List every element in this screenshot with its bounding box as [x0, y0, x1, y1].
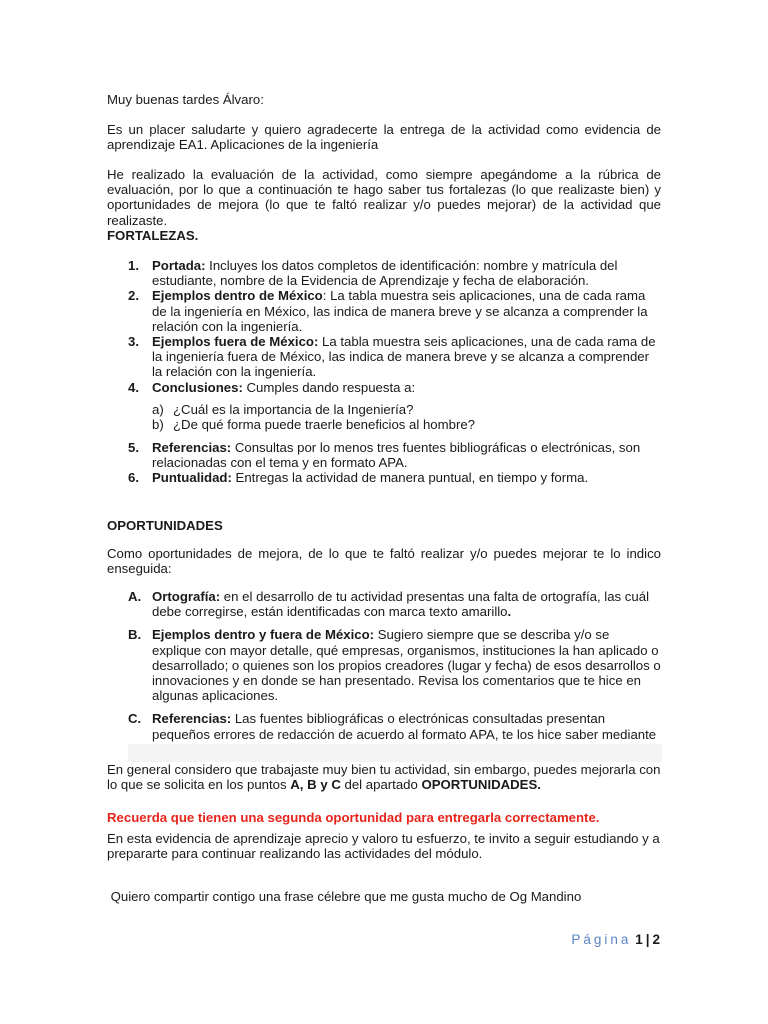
fortaleza-item [107, 288, 661, 334]
fortaleza-item [107, 440, 661, 470]
fortaleza-item [107, 470, 661, 485]
page-word: Página [571, 932, 632, 947]
sub-text: ¿Cuál es la importancia de la Ingeniería? [173, 402, 414, 417]
item-label: Puntualidad: [152, 470, 232, 486]
oportunidad-item [107, 589, 661, 619]
item-text: Sugiero siempre que se describa y/o se explique con mayor detalle, qué empresas, organismos, instituciones la han aplicado o desarrollado; o quienes son los propios creadores (lugar y fecha) de esos desarrollos o innovaciones y en donde se han presentado. Revisa los comentarios que te hice en algunas aplicaciones. [152, 627, 661, 704]
page-footer [571, 931, 660, 949]
item-number: 2. [128, 288, 139, 304]
item-label: Referencias: [152, 440, 232, 455]
item-number: 3. [128, 334, 139, 350]
item-label: Ejemplos dentro de México [152, 288, 323, 304]
sublist-item [107, 402, 661, 417]
item-text: La tabla muestra seis aplicaciones, una de cada rama de la ingeniería fuera de México, las indica de manera breve y se alcanza a comprender la relación con la ingeniería. [152, 334, 656, 380]
item-text: Entregas la actividad de manera puntual, en tiempo y forma. [231, 470, 589, 486]
highlight-band [128, 744, 662, 762]
fortaleza-item [107, 380, 661, 395]
page-separator: | [645, 932, 650, 947]
item-number: 4. [128, 379, 139, 395]
fortalezas-heading: FORTALEZAS. [107, 228, 199, 243]
fortalezas-list-continued [107, 440, 661, 486]
fortaleza-item [107, 334, 661, 380]
oportunidad-item [107, 627, 661, 703]
oportunidades-list [107, 589, 661, 765]
item-number: 5. [128, 440, 139, 455]
sub-text: ¿De qué forma puede traerle beneficios al hombre? [173, 417, 476, 433]
item-number: 6. [128, 470, 139, 486]
general-mid: del apartado [340, 777, 422, 793]
item-text: Las fuentes bibliográficas o electrónicas consultadas presentan pequeños errores de redacción de acuerdo al formato APA, te los hice saber mediante [152, 711, 657, 742]
reminder-text: Recuerda que tienen una segunda oportunidad para entregarla correctamente. [107, 810, 600, 825]
item-text: : La tabla muestra seis aplicaciones, una de cada rama de la ingeniería en México, las indica de manera breve y se alcanza a comprender la relación con la ingeniería. [152, 288, 648, 334]
total-pages: 2 [652, 932, 660, 947]
item-number: 1. [128, 258, 139, 273]
closing-paragraph: En esta evidencia de aprendizaje aprecio y valoro tu esfuerzo, te invito a seguir estudiando y a prepararte para continuar realizando las actividades del módulo. [107, 831, 660, 862]
item-tail: . [507, 604, 512, 620]
sublist-item [107, 417, 661, 432]
current-page: 1 [635, 932, 643, 947]
intro-paragraph: Es un placer saludarte y quiero agradecerte la entrega de la actividad como evidencia de aprendizaje EA1. Aplicaciones de la ingeniería [107, 122, 661, 153]
sub-marker: a) [152, 402, 164, 417]
evaluation-paragraph: He realizado la evaluación de la actividad, como siempre apegándome a la rúbrica de evaluación, por lo que a continuación te hago saber tus fortalezas (lo que realizaste bien) y oportunidades de mejora (lo que te faltó realizar y/o puedes mejorar) de la actividad que realizaste. [107, 167, 661, 228]
fortaleza-item [107, 258, 661, 288]
item-letter: A. [128, 589, 142, 604]
item-label: Ejemplos dentro y fuera de México: [152, 627, 375, 643]
oportunidades-heading: OPORTUNIDADES [107, 518, 223, 533]
item-text: en el desarrollo de tu actividad presentas una falta de ortografía, las cuál debe corregirse, están identificadas con marca texto amarillo [152, 589, 649, 620]
item-label: Ejemplos fuera de México: [152, 334, 319, 350]
general-text: En general considero que trabajaste muy bien tu actividad, sin embargo, puedes mejorarla con lo que se solicita en los puntos [107, 762, 661, 793]
item-letter: B. [128, 627, 142, 643]
item-letter: C. [128, 711, 142, 727]
greeting: Muy buenas tardes Álvaro: [107, 92, 264, 107]
item-label: Ortografía: [152, 589, 221, 604]
general-section: OPORTUNIDADES. [421, 777, 541, 793]
general-paragraph [107, 762, 661, 792]
item-label: Portada: [152, 258, 206, 273]
sub-marker: b) [152, 417, 164, 433]
item-text: Cumples dando respuesta a: [242, 379, 416, 395]
conclusiones-sublist [107, 402, 661, 432]
quote-intro: Quiero compartir contigo una frase célebre que me gusta mucho de Og Mandino [107, 889, 582, 904]
item-label: Referencias: [152, 711, 232, 727]
oportunidades-intro: Como oportunidades de mejora, de lo que te faltó realizar y/o puedes mejorar te lo indico enseguida: [107, 546, 661, 577]
item-text: Incluyes los datos completos de identificación: nombre y matrícula del estudiante, nombre de la Evidencia de Aprendizaje y fecha de elaboración. [152, 258, 618, 289]
general-points: A, B y C [290, 777, 341, 793]
item-label: Conclusiones: [152, 379, 243, 395]
fortalezas-list [107, 258, 661, 395]
item-text: Consultas por lo menos tres fuentes bibliográficas o electrónicas, son relacionadas con el tema y en formato APA. [152, 440, 641, 471]
